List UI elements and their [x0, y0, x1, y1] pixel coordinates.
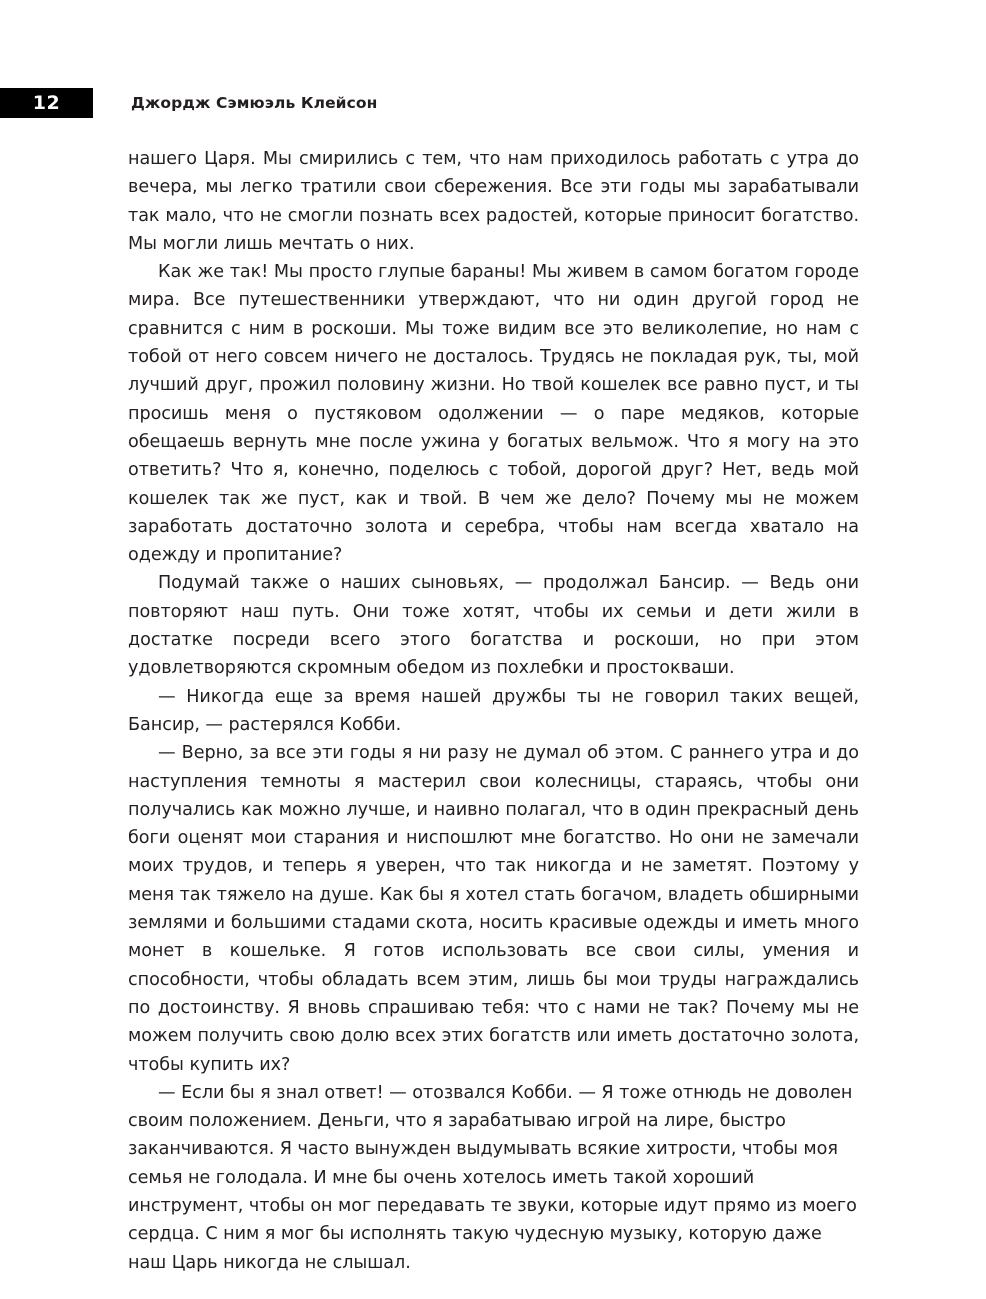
page-number: 12: [0, 88, 93, 118]
page-body: [128, 145, 859, 1277]
running-head-author: Джордж Сэмюэль Клейсон: [131, 94, 378, 112]
paragraph: Подумай также о наших сыновьях, — продолжал Бансир. — Ведь они повторяют наш путь. Они тоже хотят, чтобы их семьи и дети жили в достатке посреди всего этого богатства и роскоши, но при этом удовлетворяются скромным обедом из похлебки и простокваши.: [128, 573, 859, 679]
page-header: [0, 88, 986, 118]
paragraph: — Верно, за все эти годы я ни разу не думал об этом. С раннего утра и до наступления темноты я мастерил свои колесницы, стараясь, чтобы они получались как можно лучше, и наивно полагал, что в один прекрасный день боги оценят мои старания и ниспошлют мне богатство. Но они не замечали моих трудов, и теперь я уверен, что так никогда и не заметят. Поэтому у меня так тяжело на душе. Как бы я хотел стать богачом, владеть обширными землями и большими стадами скота, носить красивые одежды и иметь много монет в кошельке. Я готов использовать все свои силы, умения и способности, чтобы обладать всем этим, лишь бы мои труды награждались по достоинству. Я вновь спрашиваю тебя: что с нами не так? Почему мы не можем получить свою долю всех этих богатств или иметь достаточно золота, чтобы купить их?: [128, 743, 859, 1075]
paragraph: — Если бы я знал ответ! — отозвался Кобби. — Я тоже отнюдь не доволен своим положением. Деньги, что я зарабатываю игрой на лире, быстро заканчиваются. Я часто вынужден выдумывать всякие хитрости, чтобы моя семья не голодала. И мне бы очень хотелось иметь такой хороший инструмент, чтобы он мог передавать те звуки, которые идут прямо из моего сердца. С ним я мог бы исполнять такую чудесную музыку, которую даже наш Царь никогда не слышал.: [128, 1082, 857, 1273]
paragraph: нашего Царя. Мы смирились с тем, что нам приходилось работать с утра до вечера, мы легко тратили свои сбережения. Все эти годы мы зарабатывали так мало, что не смогли познать всех радостей, которые приносит богатство. Мы могли лишь мечтать о них.: [128, 149, 859, 254]
paragraph: — Никогда еще за время нашей дружбы ты не говорил таких вещей, Бансир, — растерялся Кобби.: [128, 686, 859, 735]
paragraph: Как же так! Мы просто глупые бараны! Мы живем в самом богатом городе мира. Все путешественники утверждают, что ни один другой город не сравнится с ним в роскоши. Мы тоже видим все это великолепие, но нам с тобой от него совсем ничего не досталось. Трудясь не покладая рук, ты, мой лучший друг, прожил половину жизни. Но твой кошелек все равно пуст, и ты просишь меня о пустяковом одолжении — о паре медяков, которые обещаешь вернуть мне после ужина у богатых вельмож. Что я могу на это ответить? Что я, конечно, поделюсь с тобой, дорогой друг? Нет, ведь мой кошелек так же пуст, как и твой. В чем же дело? Почему мы не можем заработать достаточно золота и серебра, чтобы нам всегда хватало на одежду и пропитание?: [128, 262, 859, 566]
